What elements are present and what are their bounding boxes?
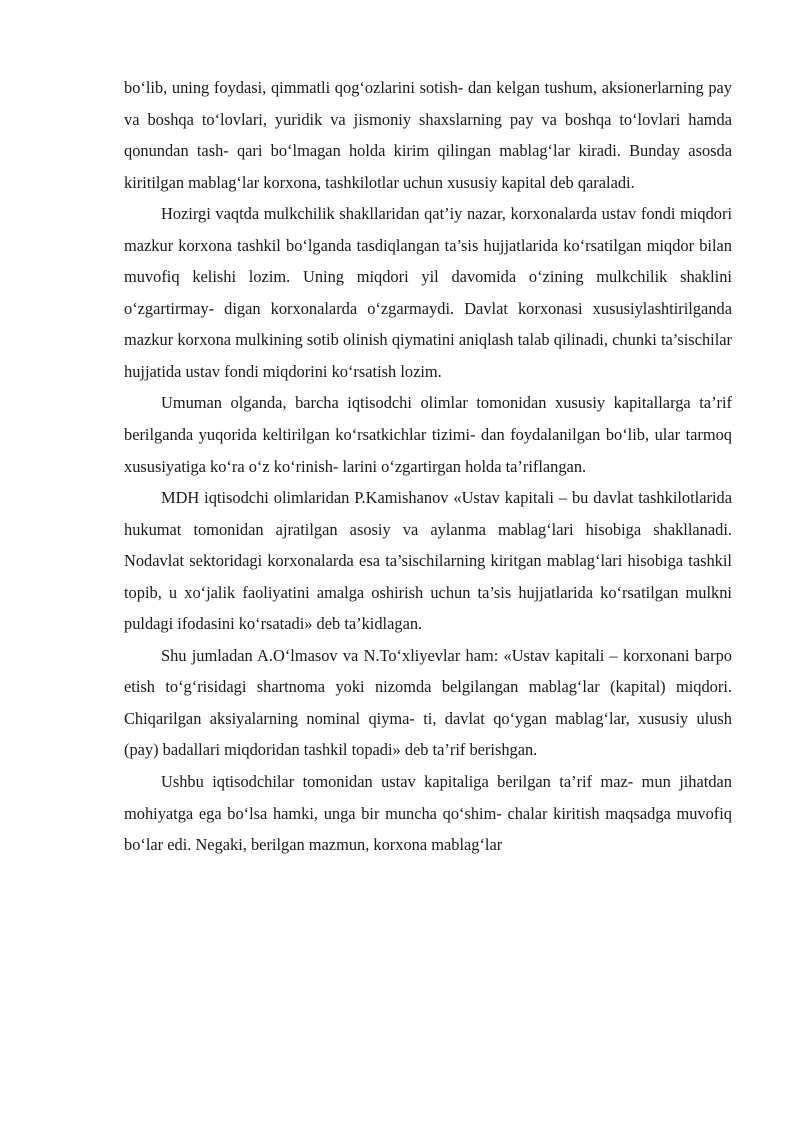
paragraph: Hozirgi vaqtda mulkchilik shakllaridan qat’iy nazar, korxonalarda ustav fondi miqdori mazkur korxona tashkil bo‘lganda tasdiqlangan ta’sis hujjatlarida ko‘rsatilgan miqdor bilan muvofiq kelishi lozim. Uning miqdori yil davomida o‘zining mulkchilik shaklini o‘zgartirmay- digan korxonalarda o‘zgarmaydi. Davlat korxonasi xususiylashtirilganda mazkur korxona mulkining sotib olinish qiymatini aniqlash talab qilinadi, chunki ta’sischilar hujjatida ustav fondi miqdorini ko‘rsatish lozim. xyxy=(124,204,732,381)
document-body xyxy=(124,72,732,861)
paragraph: Umuman olganda, barcha iqtisodchi olimlar tomonidan xususiy kapitallarga ta’rif berilganda yuqorida keltirilgan ko‘rsatkichlar tizimi- dan foydalanilgan bo‘lib, ular tarmoq xususiyatiga ko‘ra o‘z ko‘rinish- larini o‘zgartirgan holda ta’riflangan. xyxy=(124,393,732,476)
paragraph: MDH iqtisodchi olimlaridan P.Kamishanov «Ustav kapitali – bu davlat tashkilotlarida hukumat tomonidan ajratilgan asosiy va aylanma mablag‘lari hisobiga shakllanadi. Nodavlat sektoridagi korxonalarda esa ta’sischilarning kiritgan mablag‘lari hisobiga tashkil topib, u xo‘jalik faoliyatini amalga oshirish uchun ta’sis hujjatlarida ko‘rsatilgan mulkni puldagi ifodasini ko‘rsatadi» deb ta’kidlagan. xyxy=(124,488,732,634)
paragraph: Shu jumladan A.O‘lmasov va N.To‘xliyevlar ham: «Ustav kapitali – korxonani barpo etish to‘g‘risidagi shartnoma yoki nizomda belgilangan mablag‘lar (kapital) miqdori. Chiqarilgan aksiyalarning nominal qiyma- ti, davlat qo‘ygan mablag‘lar, xususiy ulush (pay) badallari miqdoridan tashkil topadi» deb ta’rif berishgan. xyxy=(124,645,732,760)
paragraph-continuation: bo‘lib, uning foydasi, qimmatli qog‘ozlarini sotish- dan kelgan tushum, aksionerlarning pay va boshqa to‘lovlari, yuridik va jismoniy shaxslarning pay va boshqa to‘lovlari hamda qonundan tash- qari bo‘lmagan holda kirim qilingan mablag‘lar kiradi. Bunday asosda kiritilgan mablag‘lar korxona, tashkilotlar uchun xususiy kapital deb qaraladi. xyxy=(124,78,732,192)
paragraph: Ushbu iqtisodchilar tomonidan ustav kapitaliga berilgan ta’rif maz- mun jihatdan mohiyatga ega bo‘lsa hamki, unga bir muncha qo‘shim- chalar kiritish maqsadga muvofiq bo‘lar edi. Negaki, berilgan mazmun, korxona mablag‘lar xyxy=(124,772,732,855)
